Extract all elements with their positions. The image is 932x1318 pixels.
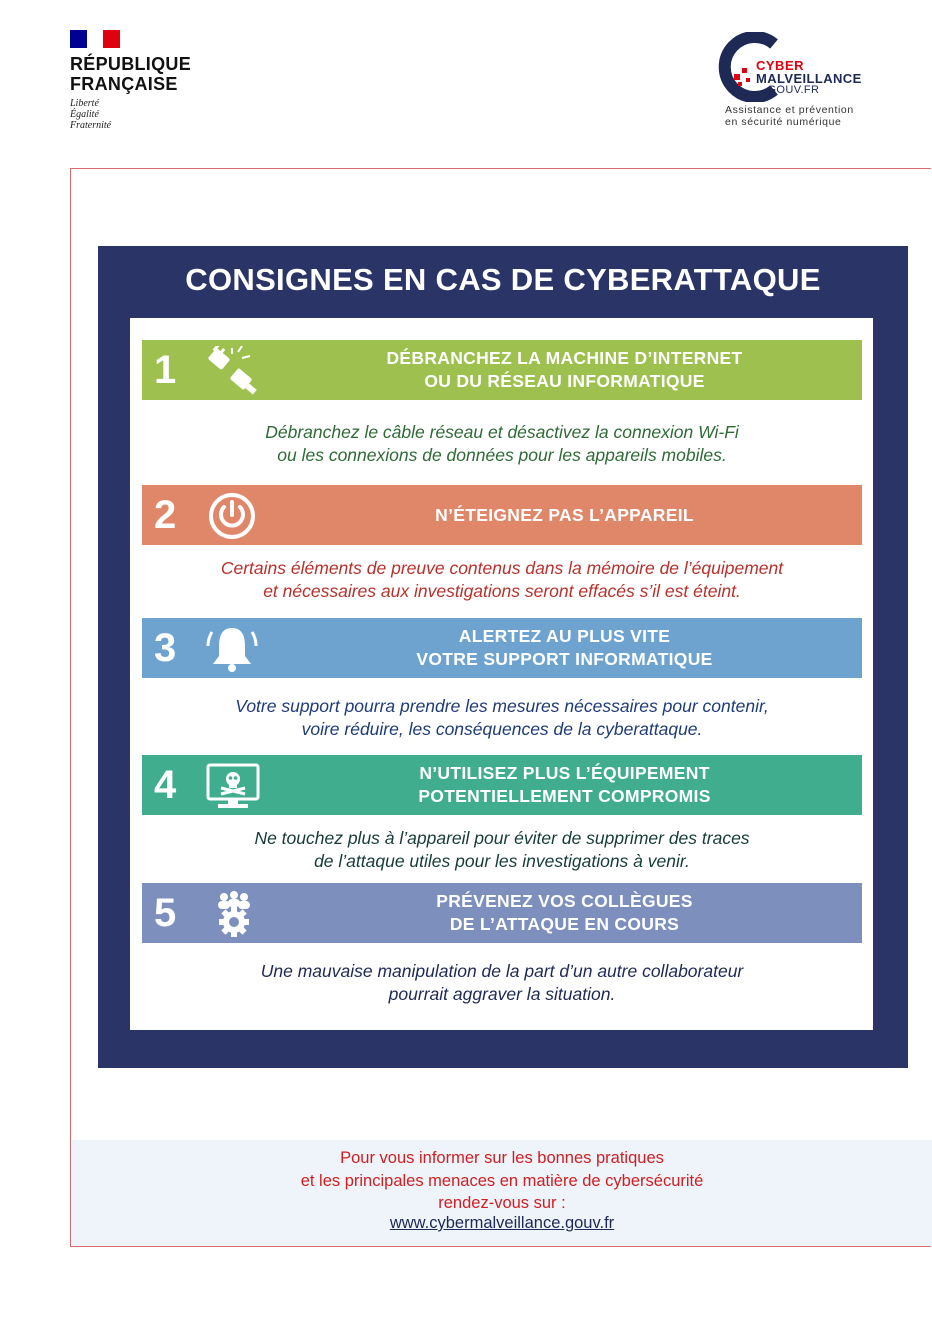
rf-title: RÉPUBLIQUE FRANÇAISE xyxy=(70,54,192,94)
step-5-heading: PRÉVENEZ VOS COLLÈGUES DE L’ATTAQUE EN COURS xyxy=(436,891,693,934)
cybermalveillance-logo xyxy=(716,32,906,132)
step-5-band xyxy=(142,883,862,943)
motto-liberte: Liberté xyxy=(70,98,99,109)
step-3-band xyxy=(142,618,862,678)
step-2-band xyxy=(142,485,862,545)
poster-title: CONSIGNES EN CAS DE CYBERATTAQUE xyxy=(185,262,821,297)
step-2-number: 2 xyxy=(154,493,177,537)
step-1-number: 1 xyxy=(154,348,177,392)
step-3-heading: ALERTEZ AU PLUS VITE VOTRE SUPPORT INFORMATIQUE xyxy=(416,626,713,669)
rf-motto xyxy=(70,98,191,131)
step-3-number: 3 xyxy=(154,626,177,670)
step-3-description: Votre support pourra prendre les mesures nécessaires pour contenir, voire réduire, les conséquences de la cyberattaque. xyxy=(235,696,769,739)
motto-egalite: Égalité xyxy=(70,109,99,120)
team-gear-icon xyxy=(204,889,264,939)
cyber-word: CYBER xyxy=(756,58,805,73)
step-5-description: Une mauvaise manipulation de la part d’un autre collaborateur pourrait aggraver la situation. xyxy=(260,961,744,1004)
step-2-description: Certains éléments de preuve contenus dans la mémoire de l’équipement et nécessaires aux investigations seront effacés s’il est éteint. xyxy=(220,558,784,601)
step-4-band xyxy=(142,755,862,815)
unplug-icon xyxy=(204,346,264,396)
cyber-tagline: Assistance et prévention en sécurité numérique xyxy=(725,104,854,128)
footer-link-wrap xyxy=(72,1214,932,1233)
step-5-number: 5 xyxy=(154,891,177,935)
step-4-heading: N’UTILISEZ PLUS L’ÉQUIPEMENT POTENTIELLEMENT COMPROMIS xyxy=(418,763,711,806)
marianne-flag-icon xyxy=(70,30,120,48)
motto-fraternite: Fraternité xyxy=(70,120,112,131)
infected-computer-icon xyxy=(204,761,264,811)
footer-text: Pour vous informer sur les bonnes pratiques et les principales menaces en matière de cybersécurité rendez-vous sur : xyxy=(300,1149,704,1212)
gouv-fr-word: .GOUV.FR xyxy=(764,84,820,96)
power-icon xyxy=(204,491,264,541)
step-2-heading: N’ÉTEIGNEZ PAS L’APPAREIL xyxy=(435,504,694,525)
bell-icon xyxy=(204,624,264,674)
step-4-description: Ne touchez plus à l’appareil pour éviter de supprimer des traces de l’attaque utiles pour les investigations à venir. xyxy=(254,828,750,871)
footer-info xyxy=(72,1140,932,1246)
step-4-number: 4 xyxy=(154,763,177,807)
step-1-heading: DÉBRANCHEZ LA MACHINE D’INTERNET OU DU RÉSEAU INFORMATIQUE xyxy=(386,348,743,391)
republique-francaise-logo xyxy=(70,30,191,131)
cybermalveillance-link[interactable]: www.cybermalveillance.gouv.fr xyxy=(389,1214,615,1232)
malveillance-word: MALVEILLANCE xyxy=(756,71,862,86)
step-1-description: Débranchez le câble réseau et désactivez la connexion Wi-Fi ou les connexions de données pour les appareils mobiles. xyxy=(265,422,739,465)
step-1-band xyxy=(142,340,862,400)
